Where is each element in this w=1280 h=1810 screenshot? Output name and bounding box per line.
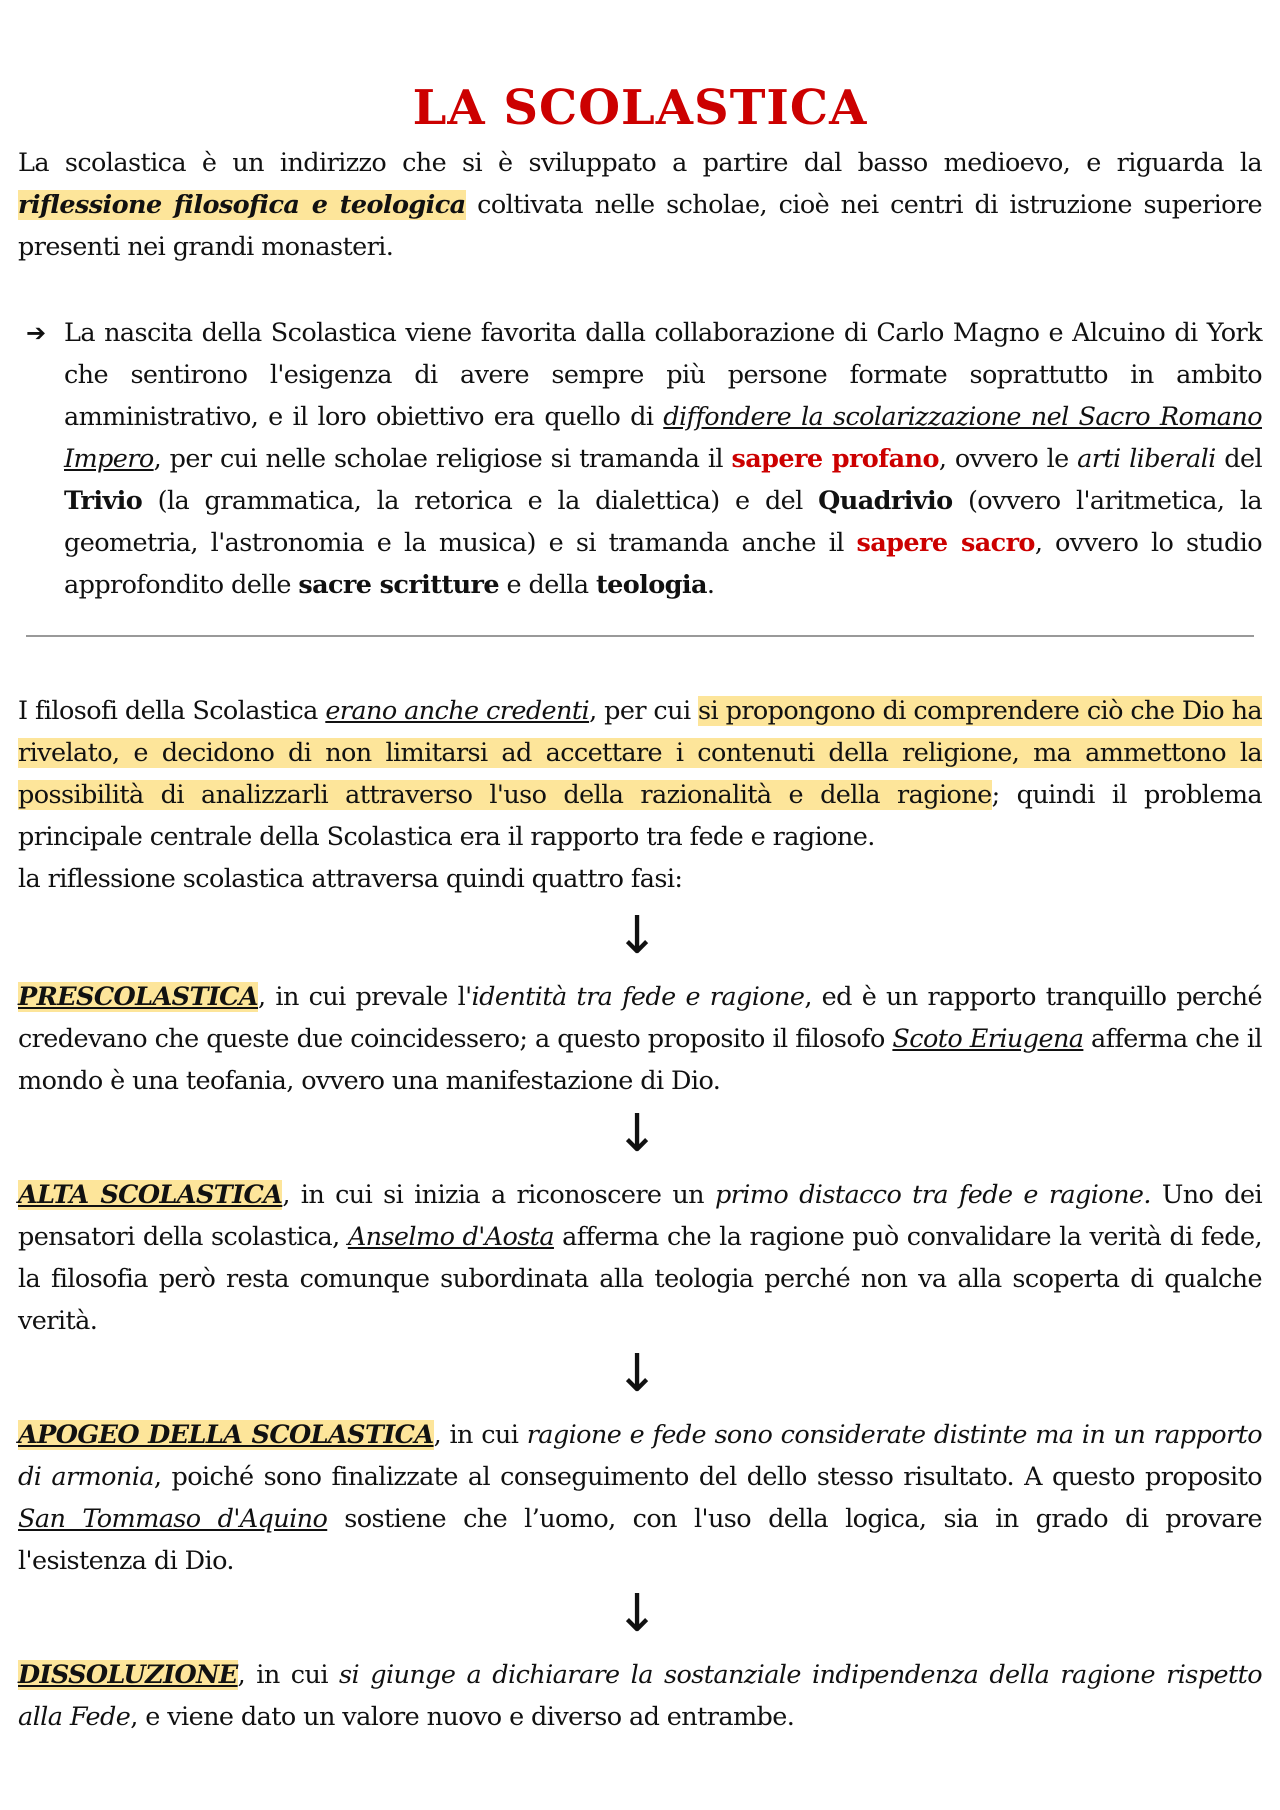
bullet-text-2: , per cui nelle scholae religiose si tramanda il (153, 444, 732, 474)
quadrivio: Quadrivio (818, 486, 953, 516)
phase-text-2: Uno dei pensatori della scolastica, (18, 1180, 1263, 1252)
bullet-text-3: , ovvero le (938, 444, 1078, 474)
intro-text-2: coltivata nelle scholae, cioè nei centri di istruzione superiore presenti nei grandi monasteri. (18, 190, 1262, 262)
philosophers-paragraph (18, 690, 1262, 900)
phase-italic: identità tra fede e ragione (471, 982, 805, 1012)
intro-highlight: riflessione filosofica e teologica (18, 190, 466, 220)
down-arrow-icon: ↓ (615, 1584, 659, 1644)
phase-text-1: , in cui (237, 1660, 340, 1690)
phil-text-2: , per cui (589, 696, 699, 726)
intro-paragraph (18, 142, 1262, 268)
bullet-text-5: (la grammatica, la retorica e la dialettica) e del (142, 486, 819, 516)
phase-prescolastica (18, 976, 1262, 1102)
phase-text-2: , e viene dato un valore nuovo e diverso ad entrambe. (130, 1702, 795, 1732)
trivio: Trivio (64, 486, 143, 516)
phase-text-1: , in cui si inizia a riconoscere un (282, 1180, 715, 1210)
bullet-text-9: . (706, 570, 715, 600)
phase-italic: ragione e fede sono considerate distinte ma in un rapporto di armonia (18, 1420, 1262, 1492)
teologia: teologia (595, 570, 707, 600)
phase-text-2: , poiché sono finalizzate al conseguimento del dello stesso risultato. A questo proposito (153, 1462, 1262, 1492)
bullet-text-8: e della (499, 570, 596, 600)
sacre-scritture: sacre scritture (298, 570, 500, 600)
bullet-text-1: La nascita della Scolastica viene favorita dalla collaborazione di Carlo Magno e Alcuino di York che sentirono l'esigenza di avere sempre più persone formate soprattutto in ambito amministrativo, e il loro obiettivo era quello di (64, 318, 1262, 432)
phase-dissoluzione (18, 1654, 1262, 1738)
phase-name: PRESCOLASTICA (18, 982, 259, 1012)
phil-text-3: ; quindi il problema principale centrale della Scolastica era il rapporto tra fede e ragione. (18, 780, 1262, 852)
phase-name: DISSOLUZIONE (18, 1660, 238, 1690)
phase-alta-scolastica (18, 1174, 1262, 1342)
phase-italic: primo distacco tra fede e ragione. (714, 1180, 1151, 1210)
down-arrow-icon: ↓ (615, 1104, 659, 1164)
phil-highlight: si propongono di comprendere ciò che Dio ha rivelato, e decidono di non limitarsi ad accettare i contenuti della religione, ma ammettono la possibilità di analizzarli attraverso l'uso della razionalità e della ragione (18, 696, 1262, 810)
phase-apogeo (18, 1414, 1262, 1582)
phase-person: San Tommaso d'Aquino (18, 1504, 328, 1534)
intro-text-1: La scolastica è un indirizzo che si è sviluppato a partire dal basso medioevo, e riguarda la (18, 148, 1262, 178)
phil-text-1: I filosofi della Scolastica (18, 696, 326, 726)
bullet-text-6: (ovvero l'aritmetica, la geometria, l'astronomia e la musica) e si tramanda anche il (64, 486, 1262, 558)
page-title: LA SCOLASTICA (412, 80, 868, 136)
phase-text-2: , ed è un rapporto tranquillo perché credevano che queste due coincidessero; a questo proposito il filosofo (18, 982, 1262, 1054)
bullet-paragraph (64, 312, 1262, 606)
phase-name: ALTA SCOLASTICA (18, 1180, 283, 1210)
bullet-text-4: del (1215, 444, 1263, 474)
phil-underlined: erano anche credenti (325, 696, 590, 726)
sapere-sacro: sapere sacro (856, 528, 1035, 558)
down-arrow-icon: ↓ (615, 1344, 659, 1404)
phase-text-1: , in cui (433, 1420, 527, 1450)
sapere-profano: sapere profano (731, 444, 939, 474)
down-arrow-icon: ↓ (615, 906, 659, 966)
arti-liberali: arti liberali (1077, 444, 1216, 474)
phil-text-4: la riflessione scolastica attraversa quindi quattro fasi: (18, 864, 683, 894)
phase-text-1: , in cui prevale l' (258, 982, 472, 1012)
bullet-text-7: , ovvero lo studio approfondito delle (64, 528, 1262, 600)
phase-italic: si giunge a dichiarare la sostanziale indipendenza della ragione rispetto alla Fede (18, 1660, 1263, 1732)
bullet-arrow-icon: ➔ (26, 319, 47, 347)
phase-text-3: afferma che il mondo è una teofania, ovvero una manifestazione di Dio. (18, 1024, 1262, 1096)
phase-text-3: afferma che la ragione può convalidare la verità di fede, la filosofia però resta comunque subordinata alla teologia perché non va alla scoperta di qualche verità. (18, 1222, 1262, 1336)
phase-person: Anselmo d'Aosta (347, 1222, 554, 1252)
bullet-underlined: diffondere la scolarizzazione nel Sacro Romano Impero (64, 402, 1262, 474)
phase-name: APOGEO DELLA SCOLASTICA (18, 1420, 434, 1450)
phase-text-3: sostiene che l’uomo, con l'uso della logica, sia in grado di provare l'esistenza di Dio. (18, 1504, 1262, 1576)
phase-person: Scoto Eriugena (892, 1024, 1084, 1054)
section-divider (26, 635, 1254, 637)
